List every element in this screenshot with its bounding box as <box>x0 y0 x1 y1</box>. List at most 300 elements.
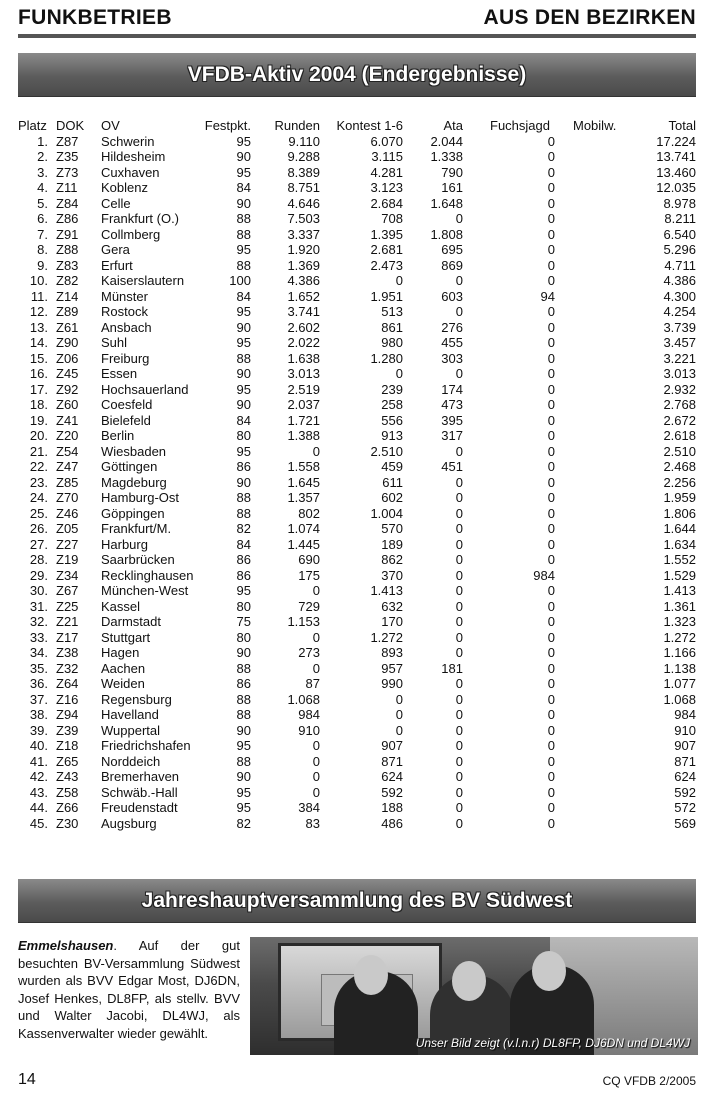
cell-total: 1.077 <box>663 676 696 691</box>
cell-fuchsjagd: 0 <box>547 753 555 769</box>
cell-kontest: 1.395 <box>370 226 403 242</box>
cell-runden: 0 <box>312 738 320 753</box>
cell-festpkt: 95 <box>236 133 251 149</box>
cell-kontest: 258 <box>381 397 403 412</box>
cell-runden: 87 <box>305 676 320 691</box>
results-table <box>18 118 698 831</box>
cell-platz: 31. <box>29 598 48 614</box>
cell-ov: Schwäb.-Hall <box>101 784 178 800</box>
cell-total: 4.254 <box>663 304 696 319</box>
cell-platz: 5. <box>37 195 48 211</box>
cell-fuchsjagd: 0 <box>547 211 555 226</box>
cell-dok: Z34 <box>56 567 79 583</box>
cell-ata: 0 <box>455 738 463 753</box>
cell-runden: 1.445 <box>287 536 320 552</box>
cell-dok: Z61 <box>56 319 79 335</box>
cell-kontest: 189 <box>381 536 403 552</box>
cell-dok: Z92 <box>56 381 79 397</box>
page-header <box>18 4 696 38</box>
cell-kontest: 907 <box>381 738 403 753</box>
table-body <box>18 134 698 832</box>
table-row <box>18 816 698 832</box>
cell-kontest: 570 <box>381 521 403 536</box>
cell-platz: 35. <box>29 660 48 676</box>
cell-fuchsjagd: 0 <box>547 645 555 660</box>
cell-fuchsjagd: 0 <box>547 660 555 676</box>
cell-ov: Coesfeld <box>101 397 153 412</box>
cell-platz: 45. <box>29 815 48 831</box>
cell-ata: 0 <box>455 521 463 536</box>
cell-dok: Z84 <box>56 195 79 211</box>
cell-festpkt: 95 <box>236 335 251 350</box>
col-header-mobilw: Mobilw. <box>573 118 617 133</box>
table-row <box>18 397 698 413</box>
cell-ata: 276 <box>441 319 463 335</box>
cell-ov: Berlin <box>101 428 135 443</box>
cell-platz: 21. <box>29 443 48 459</box>
cell-fuchsjagd: 0 <box>547 273 555 288</box>
cell-dok: Z20 <box>56 428 79 443</box>
cell-dok: Z38 <box>56 645 79 660</box>
cell-runden: 3.013 <box>287 366 320 381</box>
cell-total: 13.741 <box>656 149 696 164</box>
cell-ata: 0 <box>455 366 463 381</box>
cell-festpkt: 88 <box>236 211 251 226</box>
person-right-head <box>532 951 566 991</box>
cell-ata: 0 <box>455 815 463 831</box>
table-row <box>18 676 698 692</box>
cell-dok: Z85 <box>56 474 79 490</box>
cell-fuchsjagd: 984 <box>533 567 555 583</box>
cell-total: 17.224 <box>656 133 696 149</box>
cell-festpkt: 88 <box>236 753 251 769</box>
cell-ata: 1.808 <box>430 226 463 242</box>
cell-ov: Hildesheim <box>101 149 166 164</box>
cell-festpkt: 95 <box>236 800 251 815</box>
cell-platz: 39. <box>29 722 48 738</box>
cell-dok: Z17 <box>56 629 79 645</box>
cell-ata: 0 <box>455 536 463 552</box>
cell-dok: Z45 <box>56 366 79 381</box>
cell-ov: Ansbach <box>101 319 152 335</box>
cell-kontest: 990 <box>381 676 403 691</box>
cell-ata: 0 <box>455 769 463 784</box>
cell-platz: 17. <box>29 381 48 397</box>
cell-ata: 473 <box>441 397 463 412</box>
cell-total: 4.300 <box>663 288 696 304</box>
cell-fuchsjagd: 0 <box>547 257 555 273</box>
cell-runden: 729 <box>298 598 320 614</box>
cell-runden: 802 <box>298 505 320 521</box>
cell-kontest: 2.684 <box>370 195 403 211</box>
cell-festpkt: 90 <box>236 319 251 335</box>
cell-ata: 0 <box>455 784 463 800</box>
cell-runden: 0 <box>312 660 320 676</box>
cell-platz: 7. <box>37 226 48 242</box>
cell-total: 5.296 <box>663 242 696 257</box>
cell-kontest: 0 <box>395 273 403 288</box>
cell-total: 1.138 <box>663 660 696 676</box>
cell-ov: Darmstadt <box>101 614 161 629</box>
cell-fuchsjagd: 0 <box>547 226 555 242</box>
cell-ata: 603 <box>441 288 463 304</box>
cell-ata: 0 <box>455 691 463 707</box>
cell-platz: 38. <box>29 707 48 722</box>
cell-festpkt: 75 <box>236 614 251 629</box>
table-row <box>18 552 698 568</box>
cell-ov: Suhl <box>101 335 128 350</box>
cell-ov: Saarbrücken <box>101 552 175 567</box>
cell-runden: 273 <box>298 645 320 660</box>
cell-platz: 4. <box>37 180 48 195</box>
table-row <box>18 289 698 305</box>
cell-runden: 910 <box>298 722 320 738</box>
cell-kontest: 893 <box>381 645 403 660</box>
cell-fuchsjagd: 0 <box>547 428 555 443</box>
cell-platz: 13. <box>29 319 48 335</box>
cell-total: 910 <box>674 722 696 738</box>
cell-ata: 317 <box>441 428 463 443</box>
cell-dok: Z16 <box>56 691 79 707</box>
cell-total: 13.460 <box>656 164 696 180</box>
cell-platz: 40. <box>29 738 48 753</box>
cell-ata: 0 <box>455 552 463 567</box>
cell-platz: 43. <box>29 784 48 800</box>
cell-ata: 0 <box>455 707 463 722</box>
cell-fuchsjagd: 0 <box>547 242 555 257</box>
cell-fuchsjagd: 0 <box>547 195 555 211</box>
cell-runden: 0 <box>312 443 320 459</box>
col-header-ata: Ata <box>443 118 463 133</box>
cell-ov: Koblenz <box>101 180 148 195</box>
cell-ov: Münster <box>101 288 148 304</box>
issue-label: CQ VFDB 2/2005 <box>602 1074 696 1088</box>
cell-ov: Wiesbaden <box>101 443 167 459</box>
cell-ata: 0 <box>455 598 463 614</box>
results-title: VFDB-Aktiv 2004 (Endergebnisse) <box>187 63 527 86</box>
cell-fuchsjagd: 0 <box>547 691 555 707</box>
cell-platz: 9. <box>37 257 48 273</box>
cell-dok: Z19 <box>56 552 79 567</box>
cell-ata: 303 <box>441 350 463 366</box>
cell-fuchsjagd: 0 <box>547 149 555 164</box>
cell-runden: 2.022 <box>287 335 320 350</box>
cell-kontest: 0 <box>395 691 403 707</box>
cell-fuchsjagd: 0 <box>547 397 555 412</box>
cell-dok: Z83 <box>56 257 79 273</box>
cell-total: 1.361 <box>663 598 696 614</box>
table-row <box>18 490 698 506</box>
cell-runden: 8.389 <box>287 164 320 180</box>
cell-dok: Z32 <box>56 660 79 676</box>
cell-runden: 4.386 <box>287 273 320 288</box>
cell-fuchsjagd: 94 <box>540 288 555 304</box>
cell-kontest: 0 <box>395 707 403 722</box>
article-lead: Emmelshausen <box>18 938 114 953</box>
cell-platz: 11. <box>30 288 48 304</box>
cell-total: 8.978 <box>663 195 696 211</box>
cell-fuchsjagd: 0 <box>547 490 555 505</box>
cell-runden: 1.645 <box>287 474 320 490</box>
table-row <box>18 134 698 150</box>
cell-kontest: 2.473 <box>370 257 403 273</box>
cell-kontest: 624 <box>381 769 403 784</box>
cell-ov: Bremerhaven <box>101 769 180 784</box>
cell-total: 1.644 <box>663 521 696 536</box>
cell-festpkt: 95 <box>236 164 251 180</box>
cell-fuchsjagd: 0 <box>547 335 555 350</box>
cell-ov: Freudenstadt <box>101 800 178 815</box>
table-row <box>18 366 698 382</box>
cell-festpkt: 88 <box>236 226 251 242</box>
cell-ov: Norddeich <box>101 753 161 769</box>
cell-runden: 1.638 <box>287 350 320 366</box>
cell-kontest: 188 <box>381 800 403 815</box>
cell-ov: Essen <box>101 366 138 381</box>
cell-festpkt: 80 <box>236 598 251 614</box>
cell-fuchsjagd: 0 <box>547 304 555 319</box>
cell-kontest: 513 <box>381 304 403 319</box>
cell-platz: 12. <box>29 304 48 319</box>
article-body: . Auf der gut besuchten BV-Versammlung Südwest wurden als BVV Edgar Most, DJ6DN, Josef Henkes, DL8FP, als stellv. BVV und Walter Jacobi, DL4WJ, als Kassenverwalter wieder gewählt. <box>18 938 240 1041</box>
cell-kontest: 862 <box>381 552 403 567</box>
results-banner <box>18 53 696 97</box>
cell-fuchsjagd: 0 <box>547 583 555 598</box>
cell-platz: 36. <box>29 676 48 691</box>
cell-runden: 1.388 <box>287 428 320 443</box>
cell-ov: Frankfurt/M. <box>101 521 172 536</box>
table-row <box>18 459 698 475</box>
cell-runden: 4.646 <box>287 195 320 211</box>
cell-ata: 181 <box>441 660 463 676</box>
cell-total: 2.768 <box>663 397 696 412</box>
table-row <box>18 475 698 491</box>
cell-fuchsjagd: 0 <box>547 722 555 738</box>
cell-total: 1.529 <box>663 567 696 583</box>
cell-festpkt: 100 <box>229 273 251 288</box>
cell-festpkt: 84 <box>236 180 251 195</box>
cell-kontest: 3.123 <box>370 180 403 195</box>
cell-dok: Z86 <box>56 211 79 226</box>
cell-kontest: 1.272 <box>370 629 403 645</box>
cell-dok: Z14 <box>56 288 79 304</box>
table-row <box>18 149 698 165</box>
cell-ov: Gera <box>101 242 130 257</box>
cell-total: 1.413 <box>663 583 696 598</box>
cell-festpkt: 95 <box>236 784 251 800</box>
cell-ov: Stuttgart <box>101 629 151 645</box>
cell-runden: 83 <box>305 815 320 831</box>
cell-fuchsjagd: 0 <box>547 521 555 536</box>
cell-festpkt: 80 <box>236 428 251 443</box>
col-header-kontest: Kontest 1-6 <box>336 118 403 133</box>
cell-ov: Göttingen <box>101 459 158 474</box>
cell-ata: 0 <box>455 474 463 490</box>
table-row <box>18 211 698 227</box>
cell-ov: Hamburg-Ost <box>101 490 180 505</box>
cell-dok: Z25 <box>56 598 79 614</box>
cell-total: 4.711 <box>664 257 696 273</box>
person-middle-head <box>452 961 486 1001</box>
section-subtitle: AUS DEN BEZIRKEN <box>483 6 696 29</box>
cell-total: 2.468 <box>663 459 696 474</box>
cell-ata: 0 <box>455 722 463 738</box>
cell-runden: 984 <box>298 707 320 722</box>
table-row <box>18 707 698 723</box>
cell-dok: Z66 <box>56 800 79 815</box>
cell-festpkt: 82 <box>236 521 251 536</box>
cell-platz: 6. <box>37 211 48 226</box>
cell-dok: Z21 <box>56 614 79 629</box>
cell-total: 1.959 <box>663 490 696 505</box>
cell-fuchsjagd: 0 <box>547 784 555 800</box>
cell-fuchsjagd: 0 <box>547 629 555 645</box>
cell-dok: Z41 <box>56 412 79 428</box>
cell-dok: Z05 <box>56 521 79 536</box>
cell-runden: 0 <box>312 629 320 645</box>
cell-ov: Kassel <box>101 598 141 614</box>
cell-fuchsjagd: 0 <box>547 412 555 428</box>
cell-festpkt: 88 <box>236 350 251 366</box>
cell-ata: 0 <box>455 629 463 645</box>
cell-dok: Z58 <box>56 784 79 800</box>
cell-ov: Augsburg <box>101 815 157 831</box>
cell-ov: Recklinghausen <box>101 567 194 583</box>
cell-fuchsjagd: 0 <box>547 505 555 521</box>
cell-ata: 2.044 <box>430 133 463 149</box>
cell-total: 3.221 <box>663 350 696 366</box>
cell-total: 4.386 <box>663 273 696 288</box>
cell-runden: 175 <box>298 567 320 583</box>
cell-fuchsjagd: 0 <box>547 800 555 815</box>
cell-ata: 0 <box>455 567 463 583</box>
col-header-ov: OV <box>101 118 120 133</box>
article-text <box>18 937 240 1043</box>
table-row <box>18 800 698 816</box>
cell-kontest: 1.951 <box>370 288 403 304</box>
cell-ov: Friedrichshafen <box>101 738 191 753</box>
cell-kontest: 486 <box>381 815 403 831</box>
table-row <box>18 645 698 661</box>
cell-dok: Z89 <box>56 304 79 319</box>
table-row <box>18 335 698 351</box>
cell-ata: 0 <box>455 211 463 226</box>
table-row <box>18 242 698 258</box>
cell-kontest: 957 <box>381 660 403 676</box>
cell-runden: 0 <box>312 583 320 598</box>
table-row <box>18 738 698 754</box>
cell-ov: Cuxhaven <box>101 164 160 180</box>
cell-dok: Z91 <box>56 226 79 242</box>
cell-dok: Z87 <box>56 133 79 149</box>
cell-runden: 1.074 <box>287 521 320 536</box>
cell-fuchsjagd: 0 <box>547 350 555 366</box>
cell-platz: 10. <box>29 273 48 288</box>
table-row <box>18 320 698 336</box>
cell-kontest: 3.115 <box>371 149 403 164</box>
cell-dok: Z67 <box>56 583 79 598</box>
cell-platz: 18. <box>29 397 48 412</box>
cell-kontest: 708 <box>381 211 403 226</box>
cell-total: 1.552 <box>663 552 696 567</box>
cell-platz: 27. <box>29 536 48 552</box>
cell-ov: Hagen <box>101 645 140 660</box>
cell-ov: Freiburg <box>101 350 150 366</box>
cell-runden: 8.751 <box>287 180 320 195</box>
cell-total: 569 <box>674 815 696 831</box>
cell-ov: Bielefeld <box>101 412 151 428</box>
cell-festpkt: 88 <box>236 691 251 707</box>
table-row <box>18 227 698 243</box>
cell-festpkt: 88 <box>236 707 251 722</box>
cell-total: 2.510 <box>663 443 696 459</box>
cell-festpkt: 95 <box>236 381 251 397</box>
cell-platz: 26. <box>29 521 48 536</box>
cell-festpkt: 84 <box>236 536 251 552</box>
table-row <box>18 537 698 553</box>
table-row <box>18 785 698 801</box>
cell-total: 2.932 <box>663 381 696 397</box>
cell-festpkt: 95 <box>236 304 251 319</box>
cell-kontest: 1.413 <box>370 583 403 598</box>
table-row <box>18 428 698 444</box>
cell-dok: Z06 <box>56 350 79 366</box>
cell-total: 572 <box>674 800 696 815</box>
cell-platz: 22. <box>29 459 48 474</box>
cell-fuchsjagd: 0 <box>547 474 555 490</box>
cell-ata: 174 <box>441 381 463 397</box>
cell-runden: 1.357 <box>287 490 320 505</box>
cell-platz: 30. <box>29 583 48 598</box>
cell-fuchsjagd: 0 <box>547 769 555 784</box>
cell-festpkt: 88 <box>236 257 251 273</box>
cell-festpkt: 90 <box>236 722 251 738</box>
cell-total: 6.540 <box>663 226 696 242</box>
cell-festpkt: 95 <box>236 242 251 257</box>
cell-kontest: 1.280 <box>370 350 403 366</box>
cell-ov: Göppingen <box>101 505 165 521</box>
cell-runden: 7.503 <box>287 211 320 226</box>
cell-ata: 395 <box>441 412 463 428</box>
cell-total: 984 <box>674 707 696 722</box>
cell-ov: Kaiserslautern <box>101 273 185 288</box>
cell-festpkt: 90 <box>236 195 251 211</box>
cell-festpkt: 90 <box>236 366 251 381</box>
cell-ov: Regensburg <box>101 691 172 707</box>
cell-kontest: 459 <box>381 459 403 474</box>
table-row <box>18 614 698 630</box>
cell-dok: Z18 <box>56 738 79 753</box>
cell-ov: Magdeburg <box>101 474 167 490</box>
cell-total: 1.166 <box>663 645 696 660</box>
cell-ata: 0 <box>455 490 463 505</box>
cell-total: 2.672 <box>663 412 696 428</box>
cell-ata: 0 <box>455 614 463 629</box>
cell-fuchsjagd: 0 <box>547 164 555 180</box>
cell-fuchsjagd: 0 <box>547 598 555 614</box>
cell-festpkt: 86 <box>236 552 251 567</box>
cell-ov: Aachen <box>101 660 146 676</box>
cell-ov: München-West <box>101 583 189 598</box>
cell-dok: Z47 <box>56 459 79 474</box>
cell-runden: 0 <box>312 784 320 800</box>
cell-runden: 1.558 <box>287 459 320 474</box>
cell-total: 8.211 <box>664 211 696 226</box>
cell-ov: Wuppertal <box>101 722 161 738</box>
cell-platz: 19. <box>29 412 48 428</box>
table-row <box>18 351 698 367</box>
cell-festpkt: 88 <box>236 490 251 505</box>
